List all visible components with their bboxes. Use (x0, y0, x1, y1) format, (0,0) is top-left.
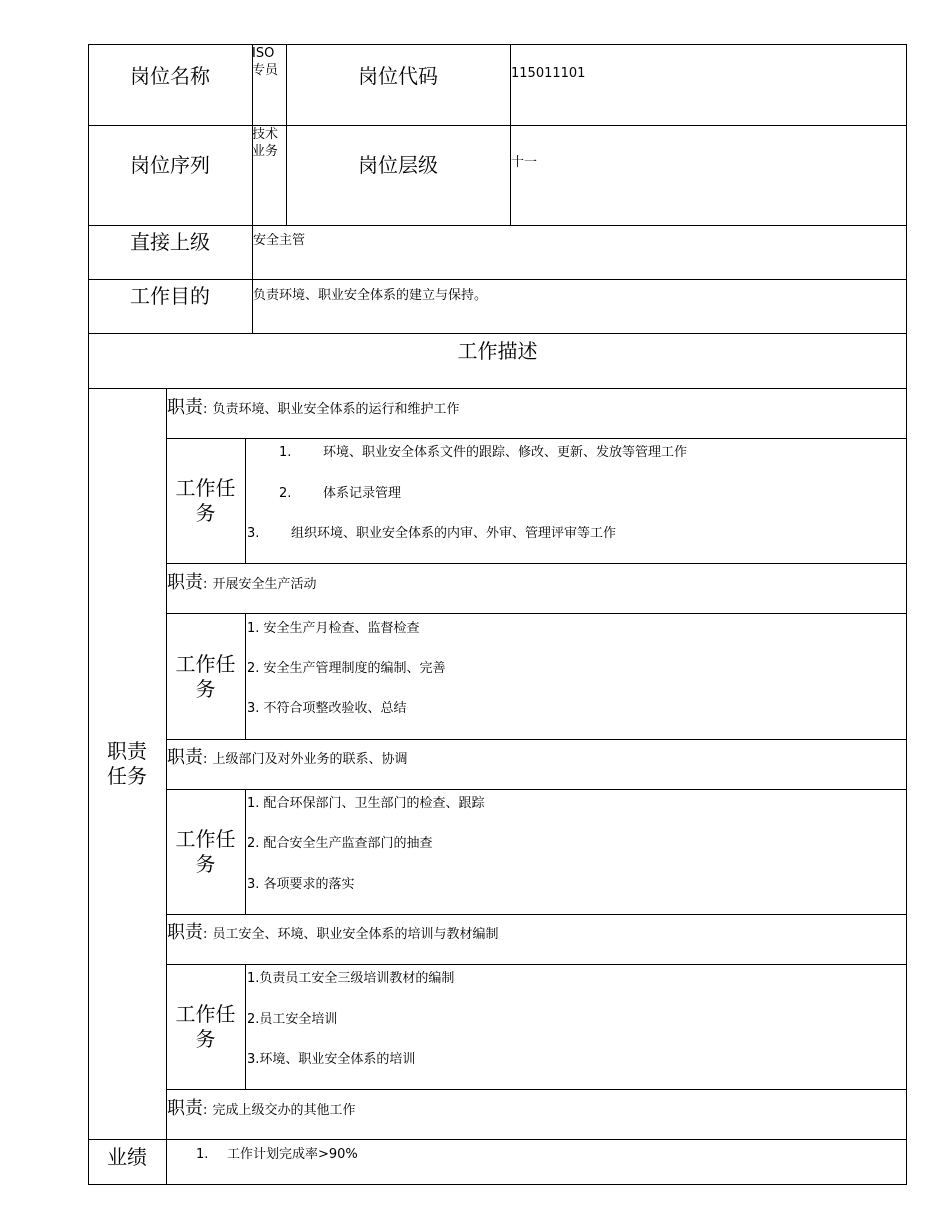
task-label-text: 工作任务 (175, 827, 236, 876)
task-item (247, 832, 433, 851)
task-text: 配合环保部门、卫生部门的检查、跟踪 (263, 796, 485, 811)
performance-label: 业绩 (107, 1145, 147, 1169)
task-text: 安全生产管理制度的编制、完善 (263, 661, 446, 676)
task-item (247, 1048, 415, 1067)
task-text: 环境、职业安全体系文件的跟踪、修改、更新、发放等管理工作 (323, 445, 688, 460)
task-text: 各项要求的落实 (263, 877, 355, 892)
task-item (247, 873, 355, 892)
task-text: 负责员工安全三级培训教材的编制 (259, 971, 455, 986)
task-label (166, 965, 245, 1089)
task-item (247, 657, 446, 676)
duty-title-row (167, 918, 902, 942)
task-num: 2. (247, 661, 260, 676)
row-divider (166, 613, 907, 614)
duty-prefix: 职责 (167, 922, 203, 942)
task-num: 2. (247, 836, 260, 851)
superior-value: 安全主管 (253, 233, 306, 248)
task-item (247, 792, 485, 811)
duty-prefix: 职责 (167, 1098, 203, 1118)
row-divider (166, 438, 907, 439)
task-num: 2. (247, 1012, 260, 1027)
task-num: 3. (247, 877, 260, 892)
task-num: 3. (247, 526, 260, 541)
task-label-text: 工作任务 (175, 651, 236, 701)
duty-title-row (167, 393, 902, 417)
purpose-value: 负责环境、职业安全体系的建立与保持。 (253, 288, 488, 303)
task-text: 员工安全培训 (259, 1012, 338, 1027)
task-num: 1. (279, 445, 292, 460)
duty-prefix: 职责 (167, 397, 203, 417)
task-label (166, 790, 245, 914)
description-title: 工作描述 (457, 339, 538, 363)
superior-label: 直接上级 (130, 230, 210, 254)
task-item (279, 441, 687, 460)
col-divider (245, 789, 246, 914)
task-item (279, 482, 401, 501)
post-series-value: 技术业务 (252, 127, 279, 159)
duty-colon: : (203, 577, 208, 592)
duty-title-row (167, 568, 902, 592)
row-divider (166, 914, 907, 915)
duty-title: 负责环境、职业安全体系的运行和维护工作 (212, 402, 460, 417)
task-num: 2. (279, 486, 292, 501)
task-item (247, 1008, 337, 1027)
col-divider (245, 964, 246, 1089)
post-name-label: 岗位名称 (130, 64, 210, 88)
performance-item (196, 1143, 358, 1162)
task-label-text: 工作任务 (175, 476, 236, 525)
duty-prefix: 职责 (167, 572, 203, 592)
duty-colon: : (203, 1103, 208, 1118)
duty-colon: : (203, 402, 208, 417)
duty-title: 上级部门及对外业务的联系、协调 (212, 752, 408, 767)
task-text: 安全生产月检查、监督检查 (263, 621, 420, 636)
performance-text: 工作计划完成率>90% (227, 1147, 358, 1162)
row-divider (88, 1139, 907, 1140)
task-item (247, 967, 454, 986)
post-level-label: 岗位层级 (358, 153, 438, 177)
task-num: 3. (247, 1052, 260, 1067)
col-divider (245, 438, 246, 563)
post-code-label: 岗位代码 (358, 64, 438, 88)
row-divider (166, 964, 907, 965)
task-num: 1. (247, 971, 260, 986)
task-label-text: 工作任务 (175, 1002, 236, 1051)
duty-prefix: 职责 (167, 747, 203, 767)
duty-title: 员工安全、环境、职业安全体系的培训与教材编制 (212, 927, 499, 942)
row-divider (88, 388, 907, 389)
duty-title: 完成上级交办的其他工作 (212, 1103, 356, 1118)
performance-num: 1. (196, 1147, 209, 1162)
task-text: 组织环境、职业安全体系的内审、外审、管理评审等工作 (291, 526, 617, 541)
duty-colon: : (203, 752, 208, 767)
task-text: 不符合项整改验收、总结 (263, 701, 407, 716)
task-num: 1. (247, 796, 260, 811)
task-text: 体系记录管理 (323, 486, 402, 501)
post-series-label: 岗位序列 (130, 153, 210, 177)
duty-title-row (167, 1094, 902, 1118)
task-num: 3. (247, 701, 260, 716)
duty-colon: : (203, 927, 208, 942)
duties-label (88, 388, 166, 1139)
task-text: 环境、职业安全体系的培训 (259, 1052, 416, 1067)
col-divider (245, 613, 246, 739)
duty-title-row (167, 743, 902, 767)
task-item (247, 697, 407, 716)
task-item (247, 522, 616, 541)
task-label (166, 614, 245, 739)
row-divider (166, 563, 907, 564)
duties-label-text: 职责任务 (107, 738, 147, 788)
row-divider (166, 789, 907, 790)
row-divider (166, 739, 907, 740)
task-num: 1. (247, 621, 260, 636)
purpose-label: 工作目的 (130, 284, 210, 308)
post-level-value: 十一 (511, 155, 538, 170)
duty-title: 开展安全生产活动 (212, 577, 317, 592)
row-divider (166, 1089, 907, 1090)
task-label (166, 439, 245, 563)
task-text: 配合安全生产监查部门的抽查 (263, 836, 433, 851)
task-item (247, 617, 420, 636)
post-code-value: 115011101 (511, 66, 586, 81)
post-name-value: ISO专员 (252, 46, 279, 78)
